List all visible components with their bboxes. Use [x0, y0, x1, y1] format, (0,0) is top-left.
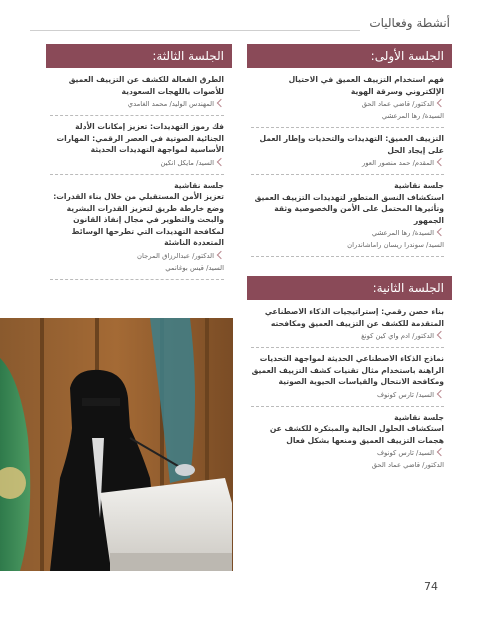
- speaker: الدكتور/ قاضي عماد الحق: [251, 99, 444, 109]
- chevron-left-icon: [437, 158, 445, 166]
- talk-title: جلسة نقاشية استكشاف الحلول الحالية والمبتكرة للكشف عن هجمات التزييف العميق ومنعها بشكل فعال: [269, 412, 444, 445]
- chevron-left-icon: [217, 157, 225, 165]
- talk-title: جلسة نقاشية تعزيز الأمن المستقبلي من خلال بناء القدرات: وضع خارطة طريق لتعزيز القدرات البشرية والبحث والتطوير في مجال إنفاذ القانون لمكافحة التهديدات التي تطرحها الوسائط المتعددة الناشئة: [53, 180, 224, 247]
- speaker: السيد/ ثارس كونوف: [251, 390, 444, 400]
- session2-item-1: [251, 306, 444, 341]
- chevron-left-icon: [217, 250, 225, 258]
- header-rule: [30, 30, 360, 31]
- session3-banner: الجلسة الثالثة:: [46, 44, 232, 68]
- talk-title: نماذج الذكاء الاصطناعي الحديثة لمواجهة التحديات الراهنة باستخدام مثال تقنيات كشف التزييف العميق ومكافحة الانتحال والقياسات الحيوية الصوتية: [251, 354, 444, 386]
- left-column: [46, 44, 232, 291]
- divider: [251, 256, 444, 257]
- chevron-left-icon: [217, 99, 225, 107]
- speaker: السيد/ سوندرا ريسان راماشاندران: [347, 241, 444, 249]
- session1-item-3: [251, 180, 444, 250]
- session3-item-3: [50, 180, 224, 273]
- session2-item-2: [251, 353, 444, 400]
- speaker-photo: [0, 318, 233, 571]
- talk-title: فهم استخدام التزييف العميق في الاحتيال الإلكتروني وسرقة الهوية: [288, 75, 444, 96]
- divider: [251, 406, 444, 407]
- divider: [50, 115, 224, 116]
- page-header: [30, 12, 450, 34]
- session3-item-2: [50, 121, 224, 168]
- divider: [50, 279, 224, 280]
- talk-title: التزييف العميق: التهديدات والتحديات وإطار العمل على إيجاد الحل: [259, 134, 444, 155]
- divider: [251, 174, 444, 175]
- session1-items: [247, 68, 452, 268]
- session2-banner: الجلسة الثانية:: [247, 276, 452, 300]
- session3-items: [46, 68, 232, 291]
- session2-item-3: [251, 412, 444, 471]
- divider: [50, 174, 224, 175]
- talk-title: فك رموز التهديدات: تعزيز إمكانات الأدلة الجنائية الصوتية في العصر الرقمي: المهارات الأساسية لمواجهة التهديدات الحديثة: [56, 122, 224, 154]
- chevron-left-icon: [437, 99, 445, 107]
- speaker: الدكتور/ قاضي عماد الحق: [371, 461, 444, 469]
- speaker: السيد/ مايكل انكين: [50, 158, 224, 168]
- session1-item-1: [251, 74, 444, 121]
- speaker: السيد/ قيس بوغانمي: [165, 263, 224, 272]
- talk-title: جلسة نقاشية استكشاف النسق المتطور لتهديدات التزييف العميق وتأثيرها المحتمل على الأمن والخصوصية وثقة الجمهور: [254, 181, 444, 225]
- chevron-left-icon: [437, 448, 445, 456]
- divider: [251, 347, 444, 348]
- session1-banner: الجلسة الأولى:: [247, 44, 452, 68]
- session1-item-2: [251, 133, 444, 168]
- talk-title: الطرق الفعالة للكشف عن التزييف العميق للأصوات باللهجات السعودية: [68, 75, 224, 96]
- speaker: السيد/ ثارس كونوف: [251, 448, 444, 458]
- right-column: [247, 44, 452, 482]
- speaker: المقدم/ حمد منصور العور: [251, 158, 444, 168]
- chevron-left-icon: [437, 331, 445, 339]
- session3-item-1: [50, 74, 224, 109]
- speaker: الدكتور/ ادم واي كين كونغ: [251, 331, 444, 341]
- session2-items: [247, 300, 452, 482]
- chevron-left-icon: [437, 228, 445, 236]
- speaker: المهندس الوليد/ محمد الغامدي: [50, 99, 224, 109]
- talk-title: بناء حصن رقمي: إستراتيجيات الذكاء الاصطناعي المتقدمة للكشف عن التزييف العميق ومكافحته: [264, 307, 444, 328]
- section-title: أنشطة وفعاليات: [369, 16, 450, 30]
- speaker: السيدة/ رها المرعشي: [381, 112, 444, 120]
- speaker: السيدة/ رها المرعشي: [251, 228, 444, 238]
- chevron-left-icon: [437, 389, 445, 397]
- speaker: الدكتور/ عبدالرزاق المرجان: [50, 251, 224, 261]
- speaker-at-podium-illustration: [0, 318, 233, 571]
- divider: [251, 127, 444, 128]
- page-number: 74: [424, 580, 438, 593]
